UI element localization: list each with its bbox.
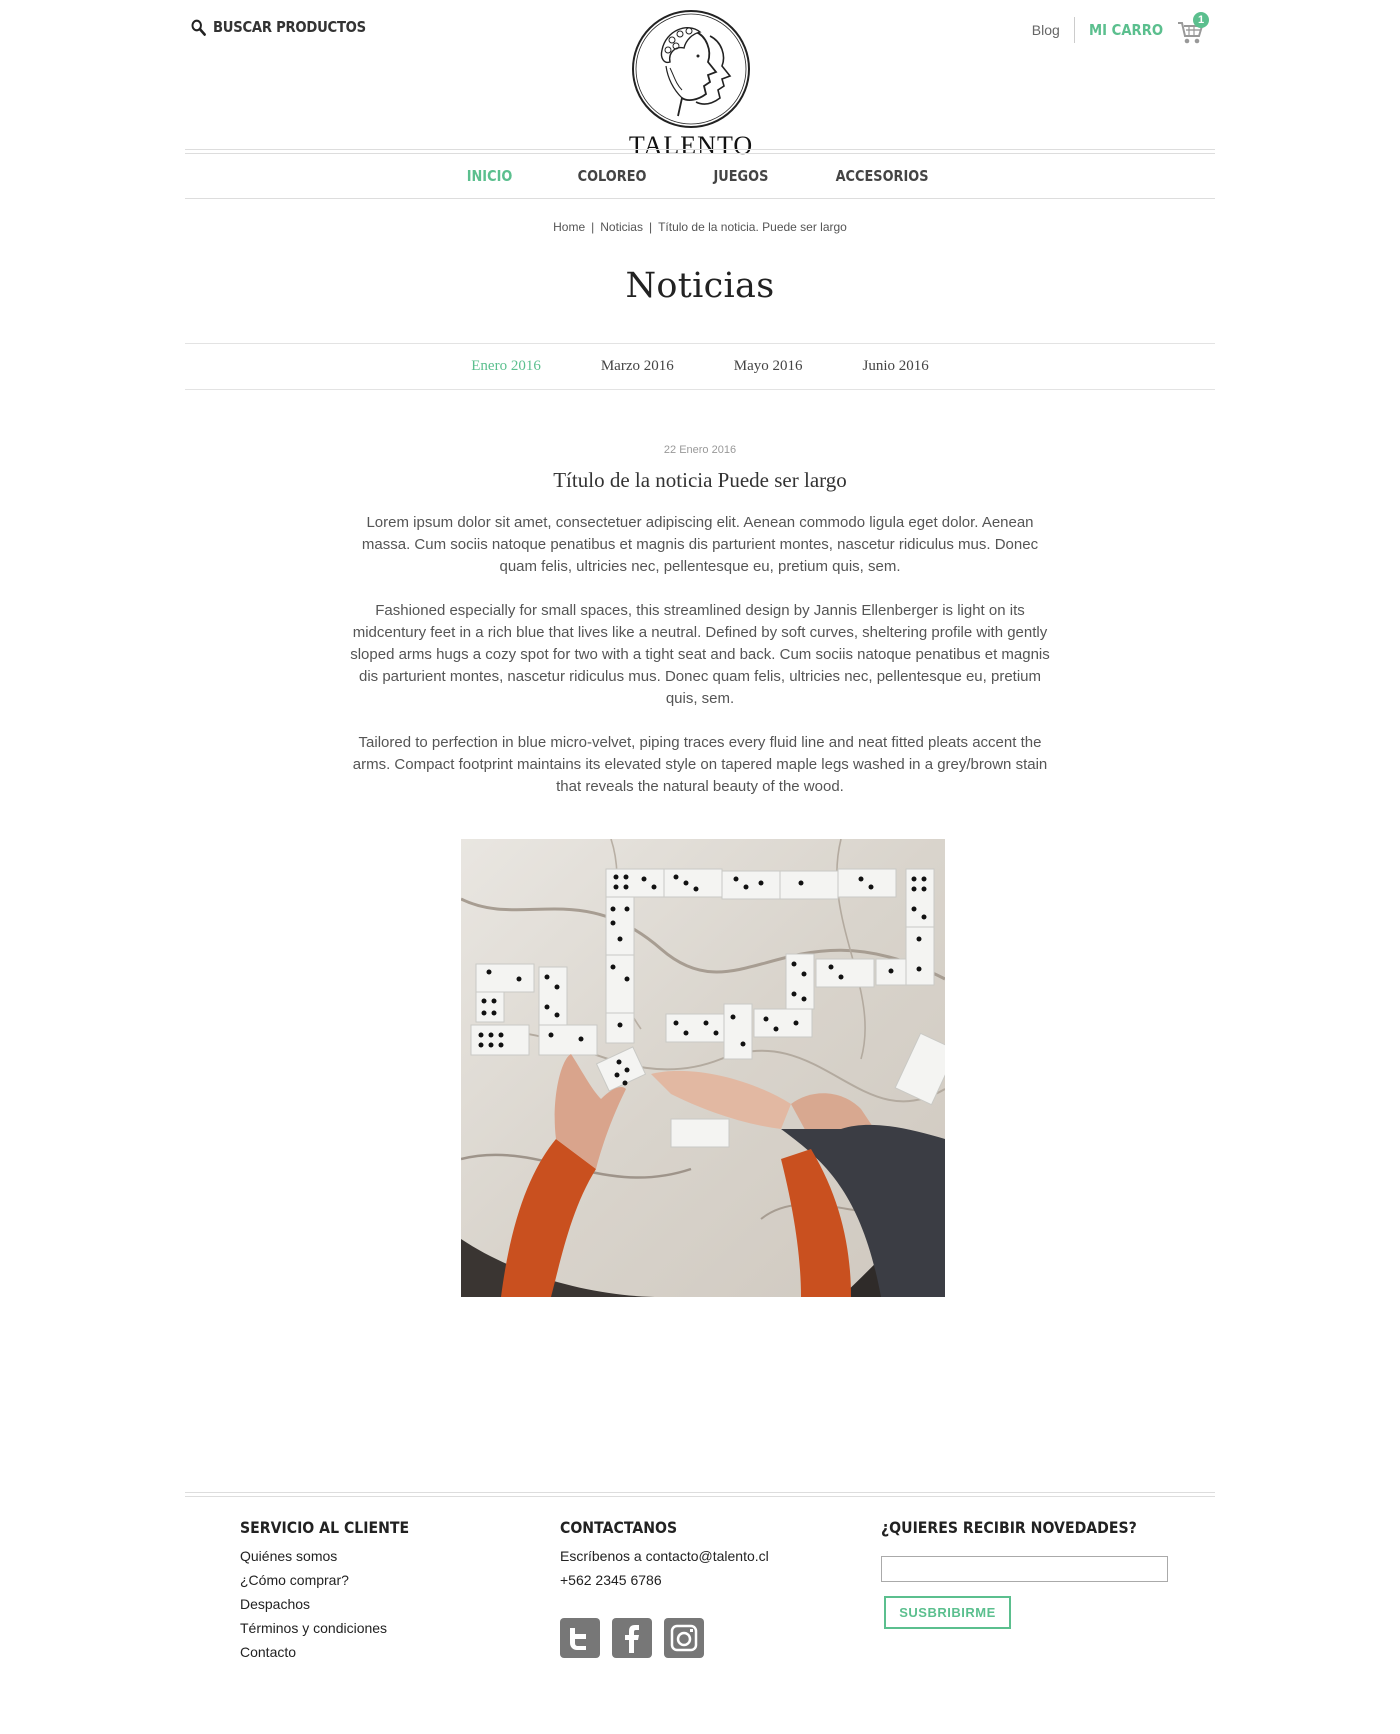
social-links [560,1618,769,1658]
footer-link-como-comprar[interactable]: ¿Cómo comprar? [240,1572,349,1588]
search-label: BUSCAR PRODUCTOS [213,18,366,36]
breadcrumb-current: Título de la noticia. Puede ser largo [658,220,847,234]
coin-profile-logo-icon [626,6,756,132]
footer-link-terminos[interactable]: Términos y condiciones [240,1620,388,1636]
main-nav [185,153,1215,199]
search-button[interactable] [191,18,366,36]
month-tab-enero-2016[interactable]: Enero 2016 [471,358,541,374]
facebook-icon[interactable] [612,1618,652,1658]
blog-link[interactable]: Blog [1032,17,1075,43]
footer-newsletter-heading: ¿QUIERES RECIBIR NOVEDADES? [881,1518,1137,1537]
breadcrumb-noticias[interactable]: Noticias [600,220,643,234]
cart-button[interactable] [1177,16,1209,44]
footer-contact [560,1518,769,1658]
month-tab-marzo-2016[interactable]: Marzo 2016 [600,358,674,374]
footer-contact-heading: CONTACTANOS [560,1518,678,1537]
instagram-icon[interactable] [664,1618,704,1658]
nav-item-inicio[interactable]: INICIO [467,166,513,185]
nav-item-juegos[interactable]: JUEGOS [713,166,768,185]
breadcrumb-home[interactable]: Home [553,220,586,234]
brand-logo[interactable] [626,6,756,161]
brand-wordmark: TALENTO [628,131,754,160]
article-date: 22 Enero 2016 [663,444,737,456]
footer-link-quienes-somos[interactable]: Quiénes somos [240,1548,338,1564]
breadcrumb-separator: | [648,220,653,234]
footer-service-heading: SERVICIO AL CLIENTE [240,1518,410,1537]
search-icon [191,19,206,36]
article-title: Título de la noticia Puede ser largo [553,468,847,492]
article-image [461,839,945,1297]
breadcrumb-separator: | [591,220,595,234]
page [185,0,1215,1734]
article-paragraph: Tailored to perfection in blue micro-velvet, piping traces every fluid line and neat fitted pleats accent the arms. Compact footprint maintains its elevated style on tapered maple legs washed in a grey/brown stain that reveals the natural beauty of the wood. [352,734,1048,795]
twitter-icon[interactable] [560,1618,600,1658]
month-filter [185,343,1215,390]
subscribe-button[interactable]: SUSBRIBIRME [884,1596,1011,1629]
article-paragraph: Fashioned especially for small spaces, this streamlined design by Jannis Ellenberger is light on its midcentury feet in a rich blue that lives like a neutral. Defined by soft curves, sheltering profile with gently sloped arms hugs a cozy spot for two with a tight seat and back. Cum sociis natoque penatibus et magnis dis parturient montes, nascetur ridiculus mus. Donec quam felis, ultricies nec, pellentesque eu, pretium quis, sem. [350,602,1050,707]
footer-service [240,1518,432,1664]
dominoes-photo [461,839,945,1297]
newsletter-email-input[interactable] [881,1556,1168,1582]
month-tab-junio-2016[interactable]: Junio 2016 [862,358,929,374]
footer-link-contacto[interactable]: Contacto [240,1644,297,1660]
page-title: Noticias [625,266,775,306]
footer-divider [185,1492,1215,1497]
nav-item-accesorios[interactable]: ACCESORIOS [836,166,930,185]
footer-phone: +562 2345 6786 [560,1572,662,1588]
header-actions [1032,16,1209,44]
cart-link[interactable]: MI CARRO [1088,21,1163,39]
article-paragraph: Lorem ipsum dolor sit amet, consectetuer adipiscing elit. Aenean commodo ligula eget dolor. Aenean massa. Cum sociis natoque penatibus et magnis dis parturient montes, nascetur ridiculus mus. Donec quam felis, ultricies nec, pellentesque eu, pretium quis, sem. [361,514,1039,575]
month-tab-mayo-2016[interactable]: Mayo 2016 [733,358,803,374]
article-body [345,512,1055,820]
breadcrumb [185,220,1215,234]
cart-count-badge: 1 [1193,12,1209,28]
footer-link-despachos[interactable]: Despachos [240,1596,311,1612]
nav-item-coloreo[interactable]: COLOREO [578,166,647,185]
footer-newsletter [881,1518,1172,1629]
footer-email-link[interactable]: Escríbenos a contacto@talento.cl [560,1548,769,1564]
